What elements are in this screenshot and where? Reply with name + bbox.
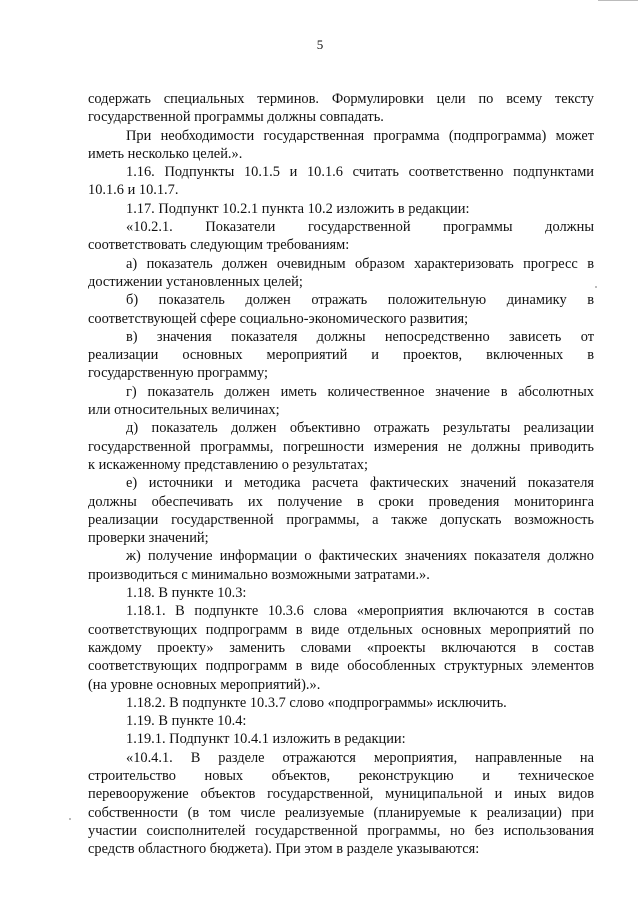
scan-speck (69, 818, 71, 820)
text-line: средств областного бюджета). При этом в разделе указываются: (88, 841, 480, 858)
text-line: иметь несколько целей.». (88, 145, 243, 162)
text-line: реализации основных мероприятий и проектов, включенных в (88, 347, 594, 364)
text-line: 1.19.1. Подпункт 10.4.1 изложить в редакции: (126, 731, 406, 748)
text-line: достижении установленных целей; (88, 273, 303, 290)
text-line: перевооружение объектов государственной, муниципальной и иных видов (88, 786, 594, 803)
text-line: строительство новых объектов, реконструкцию и техническое (88, 767, 594, 784)
text-line: соответствующих подпрограмм в виде обособленных структурных элементов (88, 658, 594, 675)
page-number: 5 (316, 37, 324, 52)
text-line: государственной программы должны совпадать. (88, 109, 384, 126)
text-line: государственную программу; (88, 365, 269, 382)
text-line: ж) получение информации о фактических значениях показателя должно (126, 548, 594, 565)
text-line: 10.1.6 и 10.1.7. (88, 182, 179, 199)
text-line: должны обеспечивать их получение в сроки проведения мониторинга (88, 493, 594, 510)
document-body (88, 90, 594, 858)
text-line: в) значения показателя должны непосредственно зависеть от (126, 328, 594, 345)
text-line: (на уровне основных мероприятий).». (88, 676, 321, 693)
text-line: реализации государственной программы, а также допускать возможность (88, 511, 594, 528)
text-line: «10.4.1. В разделе отражаются мероприятия, направленные на (126, 749, 594, 766)
text-line: собственности (в том числе реализуемые (планируемые к реализации) при (88, 804, 594, 821)
text-line: содержать специальных терминов. Формулировки цели по всему тексту (88, 91, 594, 107)
text-line: проверки значений; (88, 530, 209, 547)
text-line: соответствующих подпрограмм в виде отдельных основных мероприятий по (88, 621, 594, 638)
text-line: соответствующей сфере социально-экономического развития; (88, 310, 469, 327)
text-line: При необходимости государственная программа (подпрограмма) может (126, 127, 594, 144)
text-line: производиться с минимально возможными затратами.». (88, 566, 430, 583)
text-line: 1.17. Подпункт 10.2.1 пункта 10.2 изложить в редакции: (126, 200, 470, 217)
text-line: к искаженному представлению о результатах; (88, 456, 368, 473)
text-line: участии соисполнителей государственной программы, но без использования (88, 822, 594, 839)
text-line: е) источники и методика расчета фактических значений показателя (126, 475, 594, 492)
text-line: г) показатель должен иметь количественное значение в абсолютных (126, 383, 594, 400)
text-line: б) показатель должен отражать положительную динамику в (126, 292, 594, 309)
text-line: 1.18.2. В подпункте 10.3.7 слово «подпрограммы» исключить. (126, 694, 507, 711)
text-line: 1.16. Подпункты 10.1.5 и 10.1.6 считать соответственно подпунктами (126, 164, 594, 181)
text-line: 1.19. В пункте 10.4: (126, 713, 247, 730)
scan-speck (595, 286, 597, 288)
text-line: государственной программы, погрешности измерения не должны приводить (88, 438, 594, 455)
text-line: каждому проекту» заменить словами «проекты включаются в состав (88, 639, 594, 656)
text-line: или относительных величинах; (88, 402, 280, 419)
text-line: соответствовать следующим требованиям: (88, 237, 350, 254)
text-line: «10.2.1. Показатели государственной программы должны (126, 219, 594, 236)
scan-edge-mark (598, 0, 638, 1)
text-line: 1.18. В пункте 10.3: (126, 585, 247, 602)
text-line: д) показатель должен объективно отражать результаты реализации (126, 420, 594, 437)
text-line: а) показатель должен очевидным образом характеризовать прогресс в (126, 255, 594, 272)
text-line: 1.18.1. В подпункте 10.3.6 слова «мероприятия включаются в состав (126, 603, 594, 620)
